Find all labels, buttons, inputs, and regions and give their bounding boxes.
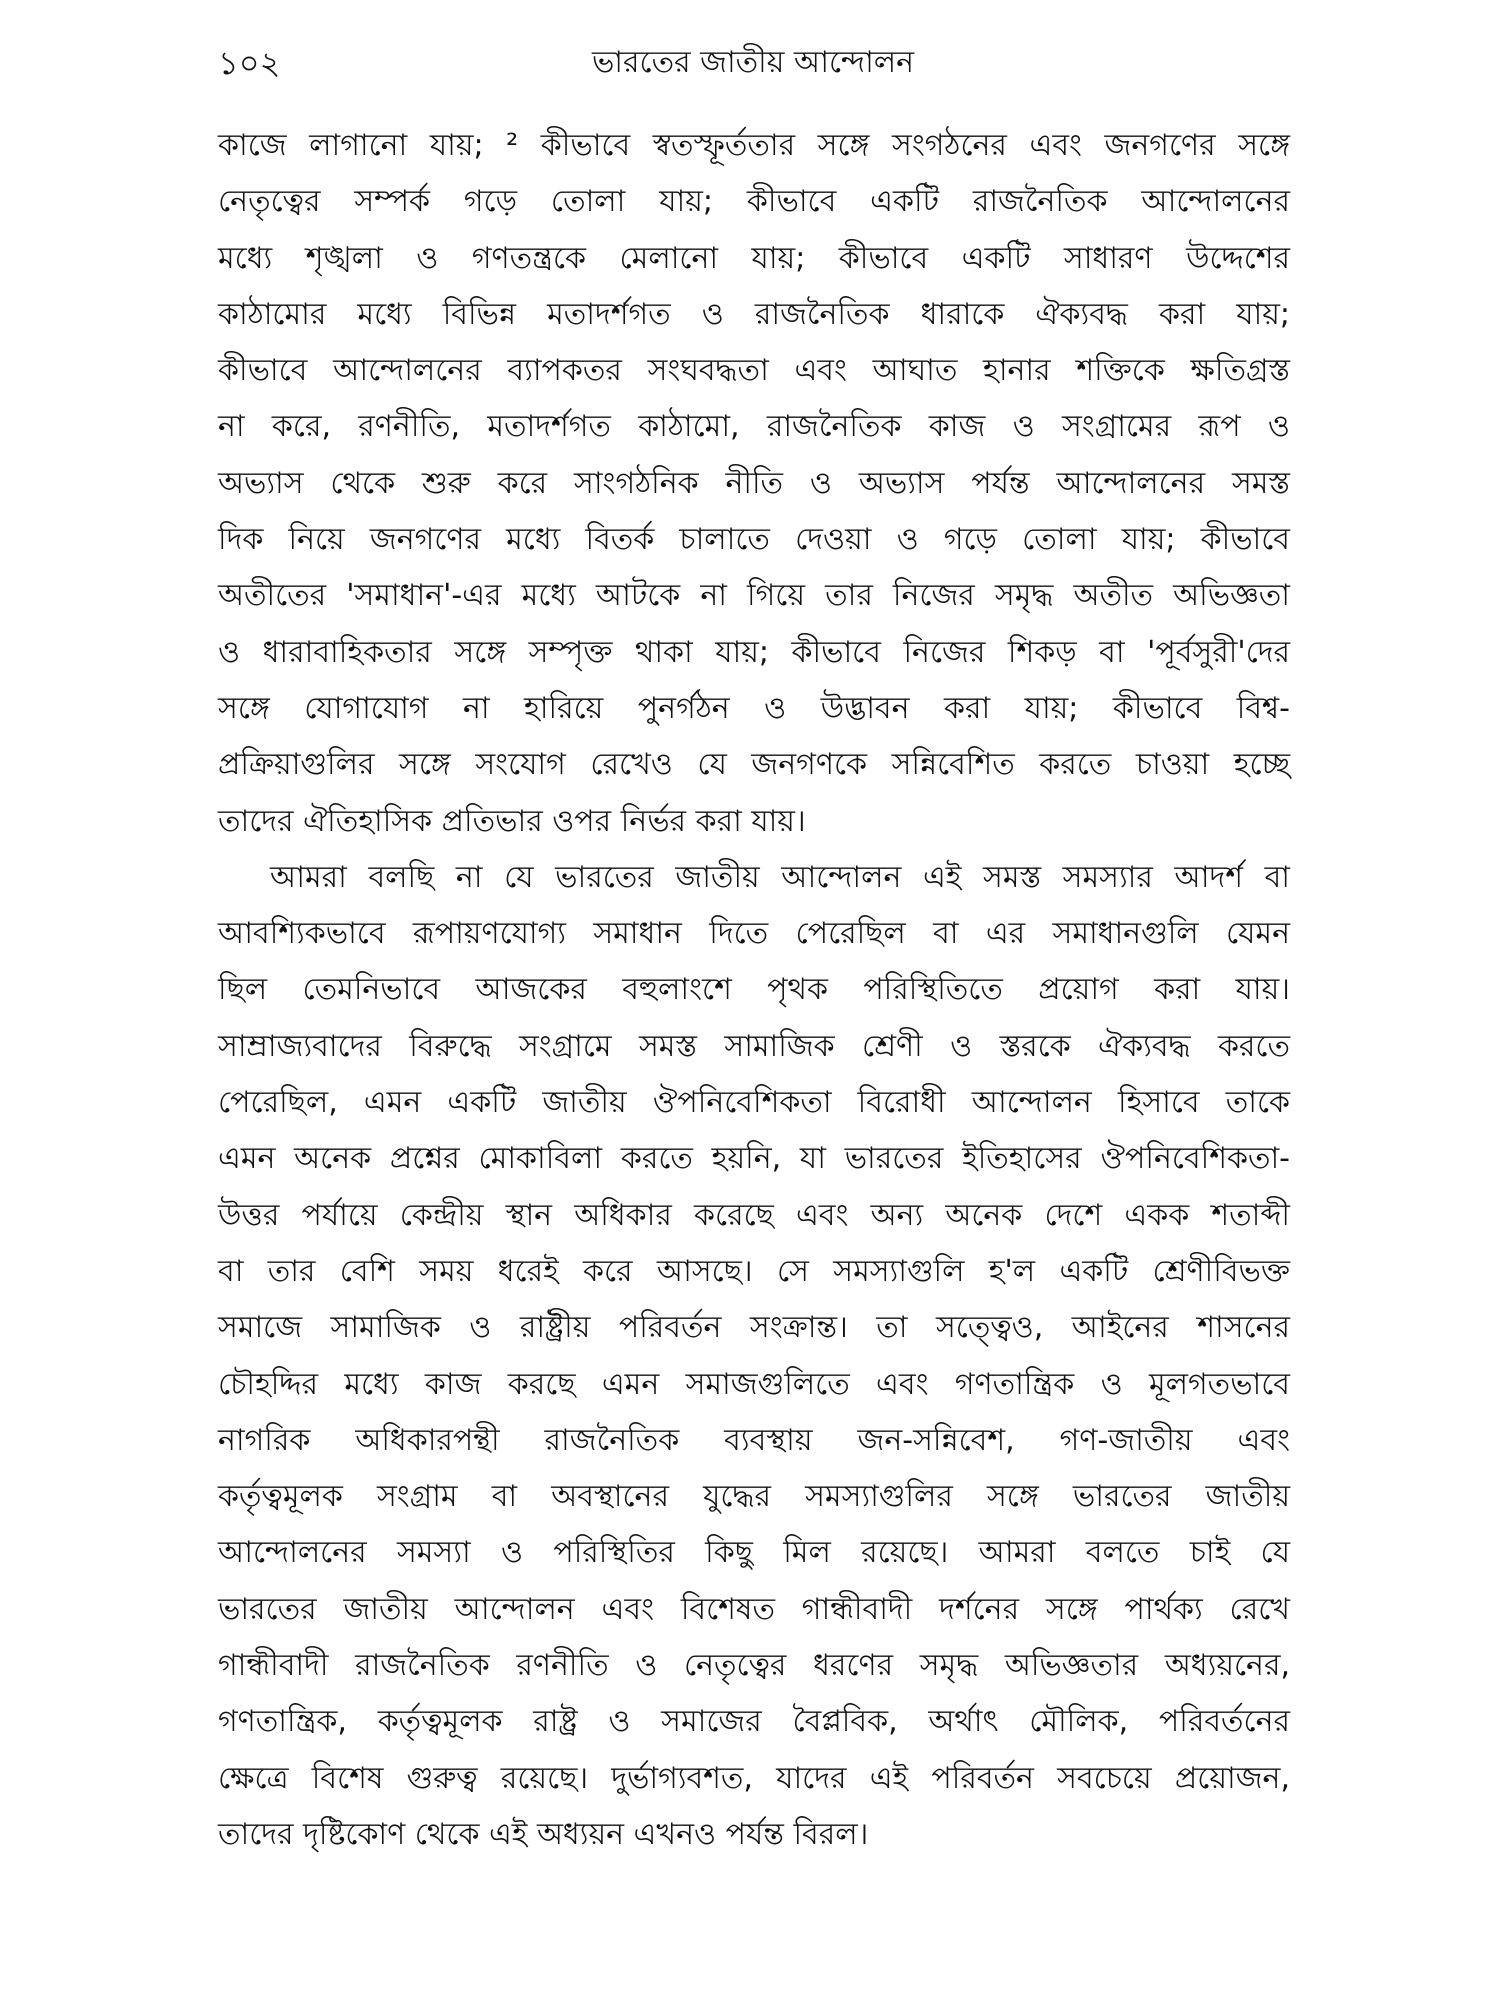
text-line: সঙ্গে যোগাযোগ না হারিয়ে পুনর্গঠন ও উদ্ভাবন করা যায়; কীভাবে বিশ্ব- xyxy=(218,690,1290,726)
text-line: ক্ষেত্রে বিশেষ গুরুত্ব রয়েছে। দুর্ভাগ্যবশত, যাদের এই পরিবর্তন সবচেয়ে প্রয়োজন, xyxy=(218,1760,1290,1796)
text-line: কাঠামোর মধ্যে বিভিন্ন মতাদর্শগত ও রাজনৈতিক ধারাকে ঐক্যবদ্ধ করা যায়; xyxy=(218,296,1290,332)
text-line: আবশ্যিকভাবে রূপায়ণযোগ্য সমাধান দিতে পেরেছিল বা এর সমাধানগুলি যেমন xyxy=(218,916,1290,952)
text-line: তাদের দৃষ্টিকোণ থেকে এই অধ্যয়ন এখনও পর্যন্ত বিরল। xyxy=(218,1816,869,1852)
text-line: নেতৃত্বের সম্পর্ক গড়ে তোলা যায়; কীভাবে একটি রাজনৈতিক আন্দোলনের xyxy=(218,184,1290,220)
running-title: ভারতের জাতীয় আন্দোলন xyxy=(591,45,915,80)
text-line: গান্ধীবাদী রাজনৈতিক রণনীতি ও নেতৃত্বের ধরণের সমৃদ্ধ অভিজ্ঞতার অধ্যয়নের, xyxy=(218,1648,1290,1684)
text-line: তাদের ঐতিহাসিক প্রতিভার ওপর নির্ভর করা যায়। xyxy=(218,803,806,839)
body-text xyxy=(218,118,1290,1863)
text-line: উত্তর পর্যায়ে কেন্দ্রীয় স্থান অধিকার করেছে এবং অন্য অনেক দেশে একক শতাব্দী xyxy=(218,1197,1290,1233)
text-line: সাম্রাজ্যবাদের বিরুদ্ধে সংগ্রামে সমস্ত সামাজিক শ্রেণী ও স্তরকে ঐক্যবদ্ধ করতে xyxy=(218,1028,1290,1064)
text-line: আন্দোলনের সমস্যা ও পরিস্থিতির কিছু মিল রয়েছে। আমরা বলতে চাই যে xyxy=(218,1535,1290,1571)
text-line: দিক নিয়ে জনগণের মধ্যে বিতর্ক চালাতে দেওয়া ও গড়ে তোলা যায়; কীভাবে xyxy=(218,522,1290,558)
text-line: না করে, রণনীতি, মতাদর্শগত কাঠামো, রাজনৈতিক কাজ ও সংগ্রামের রূপ ও xyxy=(218,409,1290,445)
text-line: অভ্যাস থেকে শুরু করে সাংগঠনিক নীতি ও অভ্যাস পর্যন্ত আন্দোলনের সমস্ত xyxy=(218,465,1290,501)
text-line: নাগরিক অধিকারপন্থী রাজনৈতিক ব্যবস্থায় জন-সন্নিবেশ, গণ-জাতীয় এবং xyxy=(218,1422,1290,1458)
text-line: এমন অনেক প্রশ্নের মোকাবিলা করতে হয়নি, যা ভারতের ইতিহাসের ঔপনিবেশিকতা- xyxy=(218,1141,1290,1177)
text-line: কীভাবে আন্দোলনের ব্যাপকতর সংঘবদ্ধতা এবং আঘাত হানার শক্তিকে ক্ষতিগ্রস্ত xyxy=(218,353,1290,389)
text-line: চৌহদ্দির মধ্যে কাজ করছে এমন সমাজগুলিতে এবং গণতান্ত্রিক ও মূলগতভাবে xyxy=(218,1366,1290,1402)
text-line: আমরা বলছি না যে ভারতের জাতীয় আন্দোলন এই সমস্ত সমস্যার আদর্শ বা xyxy=(270,859,1290,895)
text-line: অতীতের 'সমাধান'-এর মধ্যে আটকে না গিয়ে তার নিজের সমৃদ্ধ অতীত অভিজ্ঞতা xyxy=(218,578,1290,614)
text-line: ও ধারাবাহিকতার সঙ্গে সম্পৃক্ত থাকা যায়; কীভাবে নিজের শিকড় বা 'পূর্বসুরী'দের xyxy=(218,634,1290,670)
page-number: ১০২ xyxy=(218,44,281,82)
text-line: পেরেছিল, এমন একটি জাতীয় ঔপনিবেশিকতা বিরোধী আন্দোলন হিসাবে তাকে xyxy=(218,1085,1290,1121)
text-line: সমাজে সামাজিক ও রাষ্ট্রীয় পরিবর্তন সংক্রান্ত। তা সত্ত্বেও, আইনের শাসনের xyxy=(218,1310,1290,1346)
text-line: কর্তৃত্বমূলক সংগ্রাম বা অবস্থানের যুদ্ধের সমস্যাগুলির সঙ্গে ভারতের জাতীয় xyxy=(218,1479,1290,1515)
page-header xyxy=(218,38,1288,88)
text-line: প্রক্রিয়াগুলির সঙ্গে সংযোগ রেখেও যে জনগণকে সন্নিবেশিত করতে চাওয়া হচ্ছে xyxy=(218,747,1290,783)
text-line: ছিল তেমনিভাবে আজকের বহুলাংশে পৃথক পরিস্থিতিতে প্রয়োগ করা যায়। xyxy=(218,972,1290,1008)
text-line: গণতান্ত্রিক, কর্তৃত্বমূলক রাষ্ট্র ও সমাজের বৈপ্লবিক, অর্থাৎ মৌলিক, পরিবর্তনের xyxy=(218,1704,1290,1740)
text-line: ভারতের জাতীয় আন্দোলন এবং বিশেষত গান্ধীবাদী দর্শনের সঙ্গে পার্থক্য রেখে xyxy=(218,1591,1290,1627)
text-line: কাজে লাগানো যায়; ² কীভাবে স্বতস্ফূর্ততার সঙ্গে সংগঠনের এবং জনগণের সঙ্গে xyxy=(218,128,1290,163)
text-line: মধ্যে শৃঙ্খলা ও গণতন্ত্রকে মেলানো যায়; কীভাবে একটি সাধারণ উদ্দেশের xyxy=(218,240,1290,276)
text-line: বা তার বেশি সময় ধরেই করে আসছে। সে সমস্যাগুলি হ'ল একটি শ্রেণীবিভক্ত xyxy=(218,1253,1290,1289)
